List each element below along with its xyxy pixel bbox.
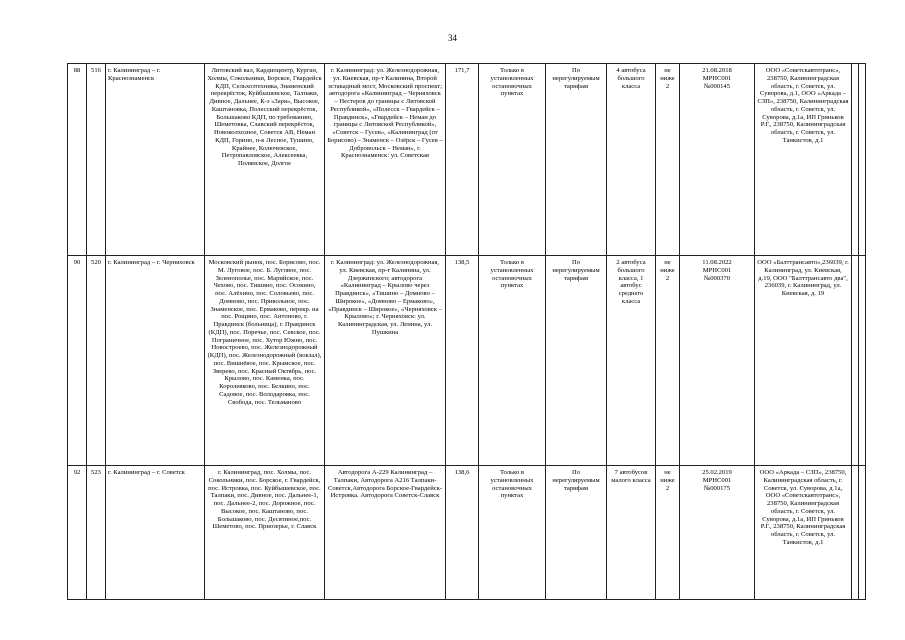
route-name: г. Калининград – г. Черняховск: [106, 256, 205, 466]
register-code: МРНС001: [702, 266, 732, 274]
certificate-number: №000175: [703, 484, 731, 492]
start-date: 21.08.2018: [702, 67, 732, 74]
tariff-type: По нерегулируемым тарифам: [546, 466, 607, 600]
route-number: 520: [87, 256, 106, 466]
vehicle-info: 7 автобусов малого класса: [607, 466, 656, 600]
eco-class: не ниже 2: [656, 64, 680, 256]
boarding-order: Только в установленных остановочных пунктах: [479, 466, 546, 600]
route-number: 523: [87, 466, 106, 600]
vehicle-info: 4 автобуса большого класса: [607, 64, 656, 256]
register-code: МРНС001: [702, 476, 732, 484]
empty-cell: [852, 256, 859, 466]
certificate-number: №000145: [703, 82, 731, 90]
carrier-info: ООО «Балттрансавто»,236039, г. Калининград, ул. Киевская, д.19, ООО "Балттрансавто два", 236039, г. Калининград, ул. Киевская, д. 19: [755, 256, 852, 466]
tariff-type: По нерегулируемым тарифам: [546, 256, 607, 466]
route-length: 138,5: [446, 256, 479, 466]
carrier-info: ООО «Советскавтотранс», 238750, Калининградская область, г. Советск, ул. Суворова, д.1, ООО «Аркада – СЗП», 238750, Калининградская область, г. Советск, ул. Суворова, д.1а, ИП Гриньков Р.Г., 238750, Калининградская область, г. Советск, ул. Танкистов, д.1: [755, 64, 852, 256]
vehicle-info: 2 автобуса большого класса, 1 автобус среднего класса: [607, 256, 656, 466]
certificate-info: [680, 64, 755, 256]
route-streets: г. Калининград: ул. Железнодорожная, ул. Киевская, пр-т Калинина, ул. Дзержинского; автодорога «Калининград – Крылово через Правдинск», «Тишино – Домново – Широкое», «Домново – Ермаково», «Правдинск – Широкое», «Черняховск – Крылово»; г. Черняховск: ул. Калининградская, ул. Ленина, ул. Пушкина: [325, 256, 446, 466]
row-number: 90: [68, 256, 87, 466]
empty-cell: [859, 256, 866, 466]
route-name: г. Калининград – г. Краснознаменск: [106, 64, 205, 256]
route-streets: Автодорога А-229 Калининград – Талпаки, Автодорога А216 Талпаки- Советск,Автодорога Борское-Гвардейск- Истровка. Автодорога Советск-Славск: [325, 466, 446, 600]
eco-class: не ниже 2: [656, 466, 680, 600]
page-number: 34: [448, 33, 457, 43]
register-code: МРНС001: [702, 74, 732, 82]
row-number: 92: [68, 466, 87, 600]
certificate-number: №000370: [703, 274, 731, 282]
empty-cell: [859, 64, 866, 256]
table-row: [68, 256, 866, 466]
intermediate-stops: Московский рынок, пос. Борисово, пос. М. Луговое, пос. Б. Луговое, пос. Зеленополье, пос. Марийское, пос. Чехово, пос. Тишино, пос. Осокино, пос. Алёхино, пос. Соловьево, пос. Домново, пос. Привольное, пос. Знаменское, пос. Ермаково, перекр. на пос. Рощино, пос. Антоново, г. Правдинск (больница), г. Правдинск (КДП), пос. Поречье, пос. Севское, пос. Пограничное, пос. Хутор Южно, пос. Новостроево, пос. Железнодорожный (КДП), пос. Железнодорожный (вокзал), пос. Вишнёвое, пос. Крымское, пос. Зверево, пос. Красный Октябрь, пос. Крылово, пос. Каменка, пос. Королевково, пос. Белкино, пос. Садовое, пос. Володаровка, пос. Свобода, пос. Тельманово: [205, 256, 325, 466]
carrier-info: ООО «Аркада – СЗП», 238750, Калининградская область, г. Советск, ул. Суворова, д.1а, ООО «Советскавтотранс», 238750, Калининградская область, г. Советск, ул. Суворова, д.1а, ИП Гриньков Р.Г., 238750, Калининградская область, г. Советск, ул. Танкистов, д.1: [755, 466, 852, 600]
row-number: 88: [68, 64, 87, 256]
route-register-table: [67, 63, 866, 600]
tariff-type: По нерегулируемым тарифам: [546, 64, 607, 256]
route-length: 138,6: [446, 466, 479, 600]
intermediate-stops: г. Калининград, пос. Холмы, пос. Сокольники, пос. Борское, г. Гвардейск, пос. Истровка, пос. Куйбышевское, пос. Талпаки, пос. Дивное, пос. Дальнее-1, пос. Дальнее-2, пос. Дорожное, пос. Высокое, пос. Каштаново, пос. Большаково, пос. Десятиное,пос. Шеметово, пос. Приозерье, г. Славск: [205, 466, 325, 600]
empty-cell: [852, 64, 859, 256]
route-name: г. Калининград – г. Советск: [106, 466, 205, 600]
start-date: 11.08.2022: [702, 259, 732, 266]
start-date: 25.02.2019: [702, 469, 732, 476]
table-row: [68, 64, 866, 256]
empty-cell: [859, 466, 866, 600]
route-number: 516: [87, 64, 106, 256]
certificate-info: [680, 256, 755, 466]
table-row: [68, 466, 866, 600]
certificate-info: [680, 466, 755, 600]
intermediate-stops: Литовский вал, Кардиоцентр, Курган, Холмы, Сокольники, Борское, Гвардейск КДП, Сельхозтехника, Знаменский перекрёсток, Куйбышевское, Талпаки, Дивное, Дальнее, К-з «Заря», Высокое, Каштановка, Полесский перекрёсток, Большаково КДП, по требованию, Шеметовка, Славский перекрёсток, Новоколхозное, Советск АВ, Неман КДП, Горино, п-к Лесное, Тушино, Крайнее, Колючевское, Петропавловское, Алексеевка, Полянское, Долгое: [205, 64, 325, 256]
boarding-order: Только в установленных остановочных пунктах: [479, 64, 546, 256]
route-length: 171,7: [446, 64, 479, 256]
route-streets: г. Калининград: ул. Железнодорожная, ул. Киевская, пр-т Калинина, Второй эстакадный мост, Московский проспект; автодорога «Калининград – Черняховск – Нестеров до границы с Литовской Республикой», «Полесск – Гвардейск – Правдинск», «Гвардейск – Неман до границы с Литовской Республикой», «Советск – Гусев», «Калининград (от Борисово) – Знаменск – Озёрск – Гусев – Добровольск – Неман», г. Краснознаменск: ул. Советская: [325, 64, 446, 256]
empty-cell: [852, 466, 859, 600]
eco-class: не ниже 2: [656, 256, 680, 466]
boarding-order: Только в установленных остановочных пунктах: [479, 256, 546, 466]
